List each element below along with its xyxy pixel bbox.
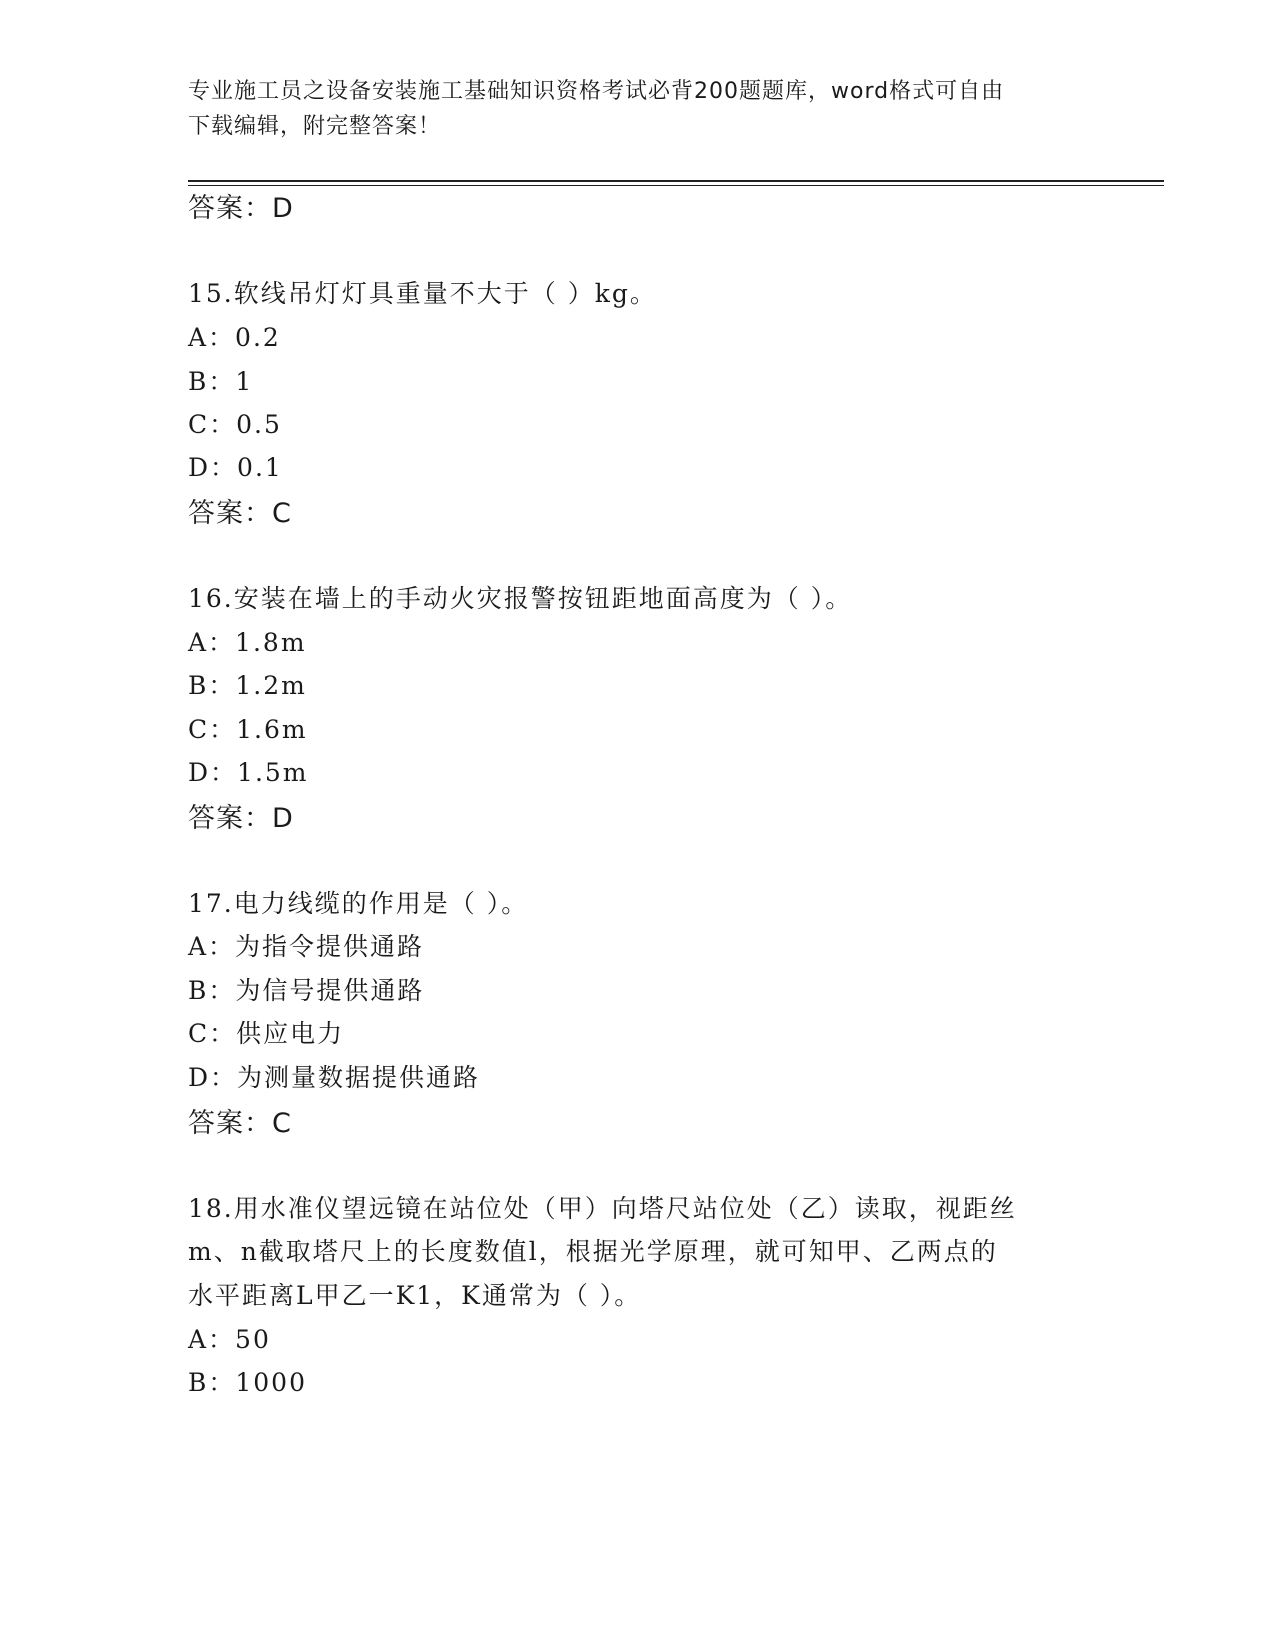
option-b: B：为信号提供通路 [188, 976, 425, 1005]
option-b: B：1 [188, 367, 254, 396]
option-a: A：为指令提供通路 [188, 932, 425, 961]
option-d: D：1.5m [188, 758, 309, 787]
option-d: D：0.1 [188, 453, 283, 482]
question-stem-line-2: m、n截取塔尺上的长度数值l，根据光学原理，就可知甲、乙两点的 [188, 1237, 998, 1266]
question-stem: 16.安装在墙上的手动火灾报警按钮距地面高度为（ ）。 [188, 584, 853, 613]
question-stem-line-1: 18.用水准仪望远镜在站位处（甲）向塔尺站位处（乙）读取，视距丝 [188, 1194, 1017, 1223]
header-line-2: 下载编辑，附完整答案！ [188, 114, 442, 139]
previous-answer: 答案：D [188, 193, 294, 224]
answer: 答案：C [188, 1108, 292, 1139]
option-a: A：50 [188, 1325, 271, 1354]
option-b: B：1000 [188, 1368, 307, 1397]
option-d: D：为测量数据提供通路 [188, 1063, 481, 1092]
option-a: A：1.8m [188, 628, 307, 657]
option-b: B：1.2m [188, 671, 307, 700]
header-divider-thick [188, 180, 1164, 182]
option-c: C：供应电力 [188, 1019, 345, 1048]
header-line-1: 专业施工员之设备安装施工基础知识资格考试必背200题题库，word格式可自由 [188, 79, 1005, 104]
answer: 答案：D [188, 803, 294, 834]
option-a: A：0.2 [188, 323, 281, 352]
answer: 答案：C [188, 498, 292, 529]
question-stem: 17.电力线缆的作用是（ ）。 [188, 889, 529, 918]
question-stem: 15.软线吊灯灯具重量不大于（ ）kg。 [188, 279, 657, 308]
option-c: C：0.5 [188, 410, 282, 439]
document-header [188, 74, 1088, 144]
header-divider-thin [188, 185, 1164, 186]
question-stem-line-3: 水平距离L甲乙一K1，K通常为（ ）。 [188, 1281, 642, 1310]
option-c: C：1.6m [188, 715, 308, 744]
